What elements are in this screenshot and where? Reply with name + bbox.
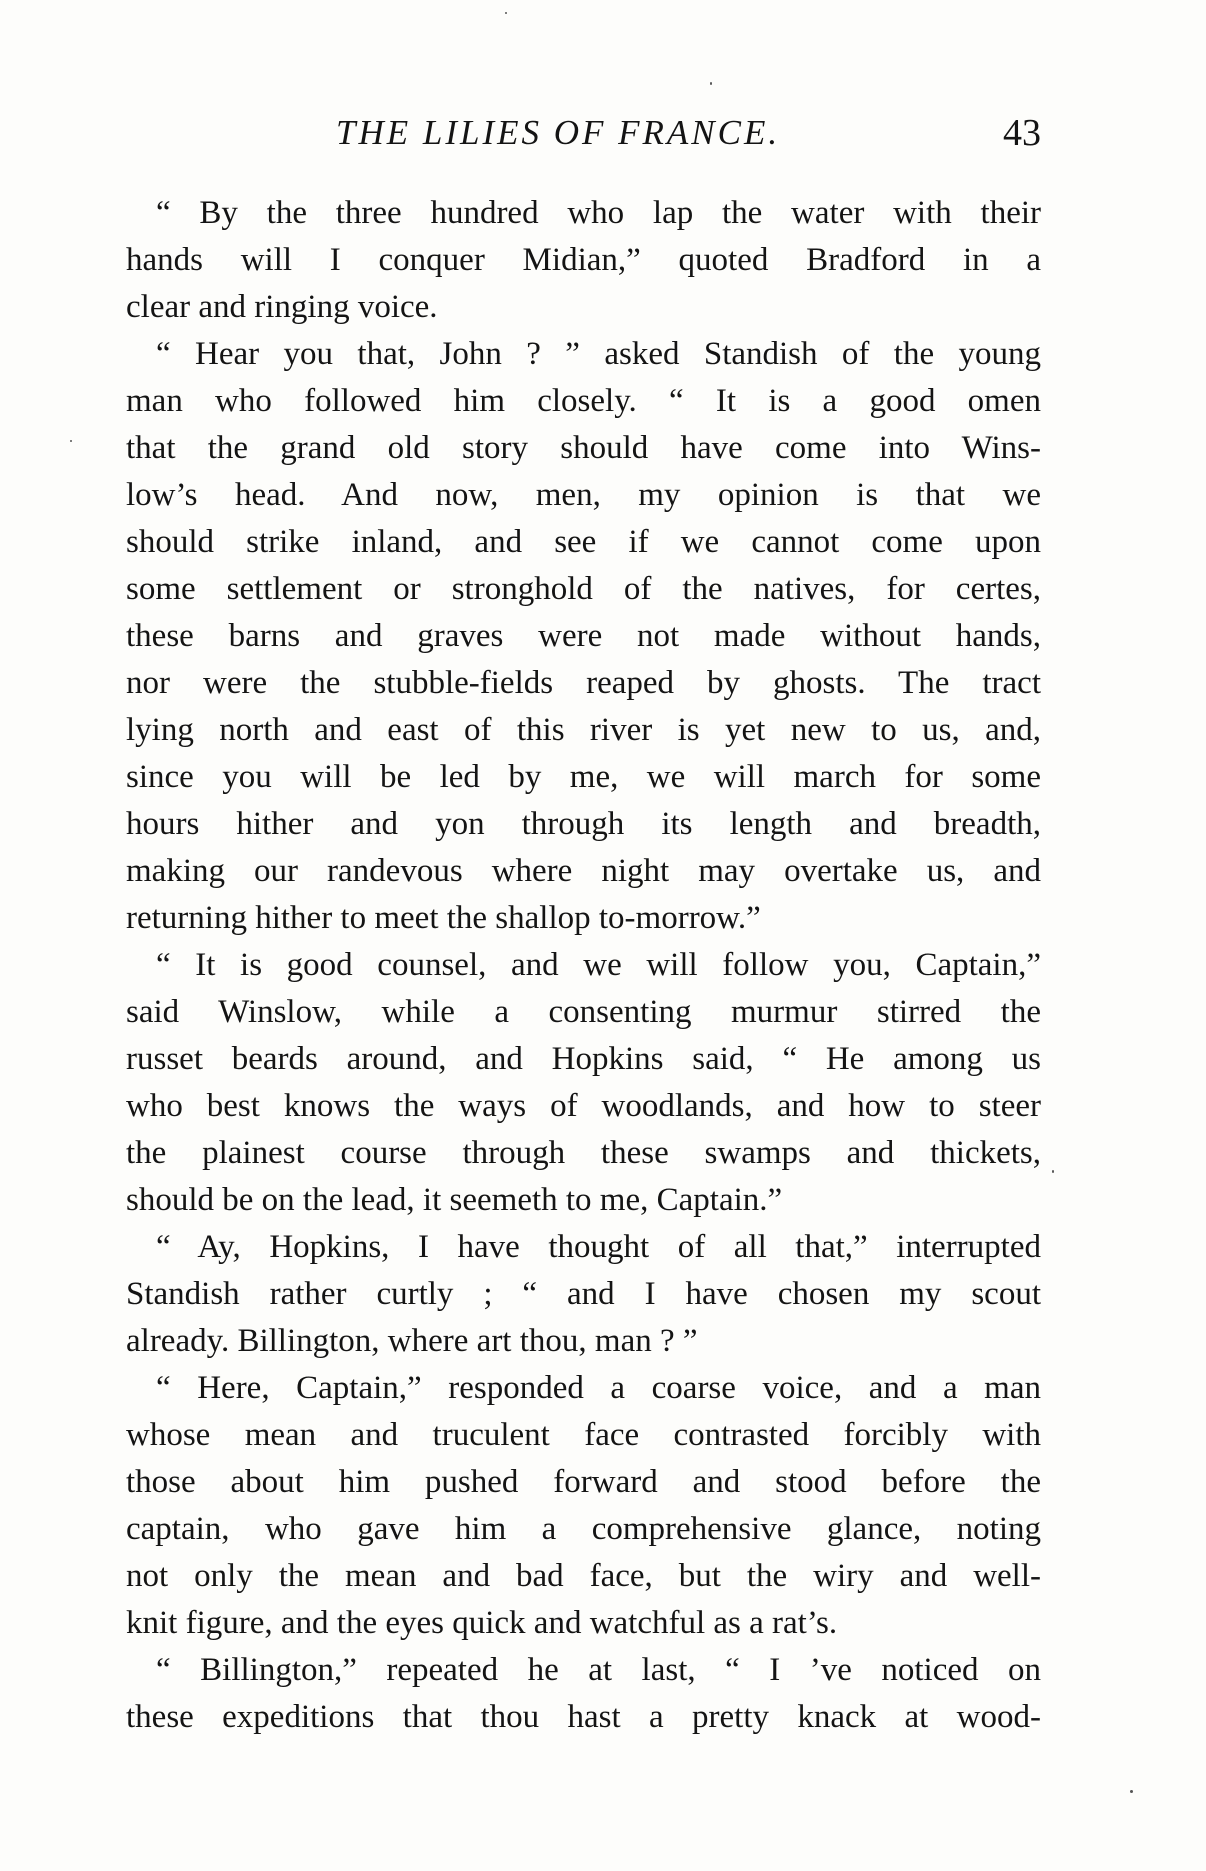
text-line: russet beards around, and Hopkins said, “ He among us xyxy=(126,1041,1041,1077)
text-line: already. Billington, where art thou, man ? ” xyxy=(126,1323,698,1359)
text-line: should be on the lead, it seemeth to me, Captain.” xyxy=(126,1182,783,1218)
page-number: 43 xyxy=(1003,112,1041,154)
text-line: returning hither to meet the shallop to-morrow.” xyxy=(126,900,761,936)
print-speck xyxy=(1130,1790,1133,1793)
text-line: low’s head. And now, men, my opinion is that we xyxy=(126,477,1041,513)
text-line: these barns and graves were not made without hands, xyxy=(126,618,1041,654)
text-line: “ By the three hundred who lap the water with their xyxy=(156,195,1041,231)
text-line: “ Billington,” repeated he at last, “ I ’ve noticed on xyxy=(156,1652,1041,1688)
text-line: hands will I conquer Midian,” quoted Bradford in a xyxy=(126,242,1041,278)
text-line: since you will be led by me, we will march for some xyxy=(126,759,1041,795)
page-header xyxy=(126,108,1041,158)
text-line: clear and ringing voice. xyxy=(126,289,438,325)
text-line: not only the mean and bad face, but the wiry and well- xyxy=(126,1558,1041,1594)
text-line: knit figure, and the eyes quick and watchful as a rat’s. xyxy=(126,1605,838,1641)
text-line: who best knows the ways of woodlands, and how to steer xyxy=(126,1088,1041,1124)
text-line: nor were the stubble-fields reaped by ghosts. The tract xyxy=(126,665,1041,701)
text-line: hours hither and yon through its length and breadth, xyxy=(126,806,1041,842)
text-line: that the grand old story should have come into Wins- xyxy=(126,430,1041,466)
text-line: should strike inland, and see if we cannot come upon xyxy=(126,524,1041,560)
text-line: “ Hear you that, John ? ” asked Standish of the young xyxy=(156,336,1041,372)
print-speck xyxy=(505,12,507,14)
print-speck xyxy=(70,440,72,442)
text-line: lying north and east of this river is yet new to us, and, xyxy=(126,712,1041,748)
text-line: these expeditions that thou hast a pretty knack at wood- xyxy=(126,1699,1041,1735)
text-line: “ Ay, Hopkins, I have thought of all that,” interrupted xyxy=(156,1229,1041,1265)
text-line: Standish rather curtly ; “ and I have chosen my scout xyxy=(126,1276,1041,1312)
text-line: making our randevous where night may overtake us, and xyxy=(126,853,1041,889)
text-line: “ It is good counsel, and we will follow you, Captain,” xyxy=(156,947,1041,983)
print-speck xyxy=(1052,1170,1054,1173)
running-title: THE LILIES OF FRANCE. xyxy=(336,113,781,152)
body-text xyxy=(126,190,1041,1741)
text-line: whose mean and truculent face contrasted forcibly with xyxy=(126,1417,1041,1453)
text-line: some settlement or stronghold of the natives, for certes, xyxy=(126,571,1041,607)
text-line: said Winslow, while a consenting murmur stirred the xyxy=(126,994,1041,1030)
text-line: captain, who gave him a comprehensive glance, noting xyxy=(126,1511,1041,1547)
text-line: man who followed him closely. “ It is a good omen xyxy=(126,383,1041,419)
print-speck xyxy=(710,82,712,85)
text-line: the plainest course through these swamps and thickets, xyxy=(126,1135,1041,1171)
text-line: those about him pushed forward and stood before the xyxy=(126,1464,1041,1500)
text-line: “ Here, Captain,” responded a coarse voice, and a man xyxy=(156,1370,1041,1406)
